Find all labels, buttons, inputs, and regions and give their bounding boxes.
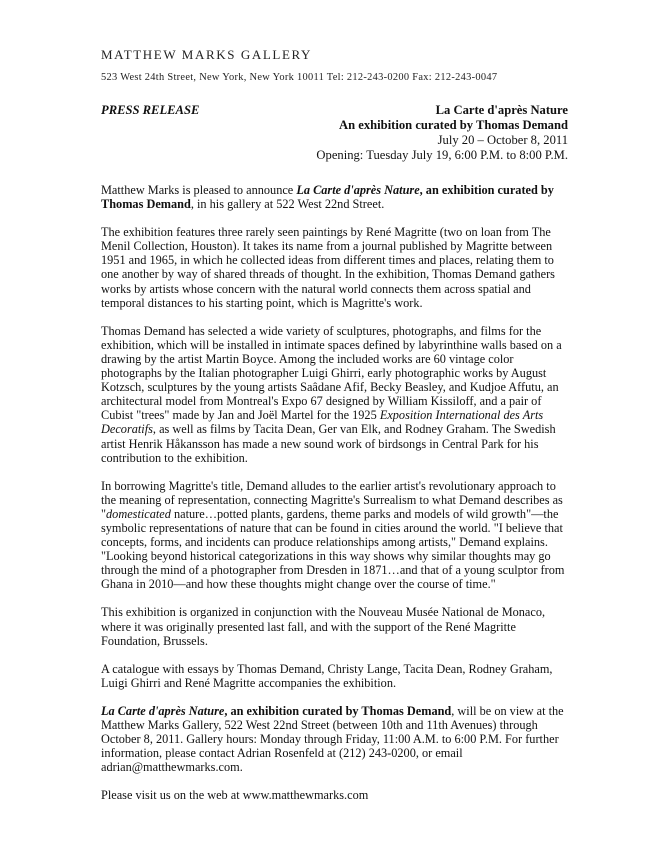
opening-info: Opening: Tuesday July 19, 6:00 P.M. to 8:00 P.M. — [316, 148, 568, 162]
paragraph-viewing-info — [101, 704, 571, 774]
text: In borrowing Magritte's title, Demand alludes to the earlier artist's revolutionary approach to the meaning of representation, connecting Magritte's Surrealism to what Demand describes as " — [101, 478, 563, 521]
text-bold: , an exhibition curated by Thomas Demand — [101, 183, 554, 212]
title-italic: La Carte d'après Nature — [296, 183, 420, 197]
text: , in his gallery at 522 West 22nd Street. — [190, 197, 385, 212]
text: , will be on view at the Matthew Marks Gallery, 522 West 22nd Street (between 10th and 11th Avenues) through October 8, 2011. Gallery hours: Monday through Friday, 11:00 A.M. to 6:00 P.M. For further information, please contact Adrian Rosenfeld at (212) 243-0200, or email adrian@matthewmarks.com. — [101, 703, 564, 775]
press-release-body — [101, 183, 571, 816]
paragraph-catalogue: A catalogue with essays by Thomas Demand, Christy Lange, Tacita Dean, Rodney Graham, Luigi Ghirri and René Magritte accompanies the exhibition. — [101, 661, 553, 690]
text: Matthew Marks is pleased to announce — [101, 183, 297, 197]
exhibition-title: La Carte d'après Nature — [435, 103, 568, 117]
exhibition-dates: July 20 – October 8, 2011 — [437, 133, 568, 147]
gallery-address: 523 West 24th Street, New York, New York 10011 Tel: 212-243-0200 Fax: 212-243-0047 — [101, 72, 498, 83]
exhibition-subtitle: An exhibition curated by Thomas Demand — [339, 118, 568, 132]
paragraph-organization: This exhibition is organized in conjunction with the Nouveau Musée National de Monaco, where it was originally presented last fall, and with the support of the René Magritte Foundation, Brussels. — [101, 605, 546, 648]
text: Thomas Demand has selected a wide variety of sculptures, photographs, and films for the exhibition, which will be installed in intimate spaces defined by labyrinthine walls based on a drawing by the artist Martin Boyce. Among the included works are 60 vintage color photographs by the Italian photographer Luigi Ghirri, early photographic works by August Kotzsch, sculptures by the young artists Saâdane Afif, Becky Beasley, and Kudjoe Affutu, an architectural model from Montreal's Expo 67 designed by William Kissiloff, and a pair of Cubist "trees" made by Jan and Joël Martel for the 1925 — [101, 323, 562, 423]
press-release-label: PRESS RELEASE — [101, 103, 200, 117]
text-bold: , an exhibition curated by Thomas Demand — [224, 703, 452, 718]
text-italic: domesticated — [106, 506, 171, 521]
paragraph-title-meaning — [101, 479, 571, 592]
text: , as well as films by Tacita Dean, Ger van Elk, and Rodney Graham. The Swedish artist Henrik Håkansson has made a new sound work of birdsongs in Central Park for his contribution to the exhibition. — [101, 422, 556, 465]
text: nature…potted plants, gardens, theme parks and models of wild growth"—the symbolic representations of nature that can be found in cities around the world. "I believe that concepts, forms, and incidents can produce relationships among artists," Demand explains. "Looking beyond historical categorizations in this way shows why similar thoughts may go through the mind of a photographer from Dresden in 1871…and that of a young sculptor from Ghana in 2010—and how these thoughts might change over the course of time." — [101, 506, 565, 592]
paragraph-works — [101, 324, 571, 465]
exhibition-header — [316, 103, 568, 163]
title-italic: La Carte d'après Nature — [101, 703, 225, 718]
paragraph-magritte: The exhibition features three rarely seen paintings by René Magritte (two on loan from The Menil Collection, Houston). It takes its name from a journal published by Magritte between 1951 and 1965, in which he collected ideas from different times and places, relating them to one another by way of shared threads of thought. In the exhibition, Thomas Demand gathers works by artists whose concern with the natural world connects them across spatial and temporal distances to his starting point, which is Magritte's work. — [101, 225, 555, 310]
gallery-name: MATTHEW MARKS GALLERY — [101, 47, 313, 62]
paragraph-announcement — [101, 183, 571, 211]
text-italic: Exposition International des Arts Decoratifs — [101, 408, 544, 437]
paragraph-website: Please visit us on the web at www.matthewmarks.com — [101, 788, 369, 803]
